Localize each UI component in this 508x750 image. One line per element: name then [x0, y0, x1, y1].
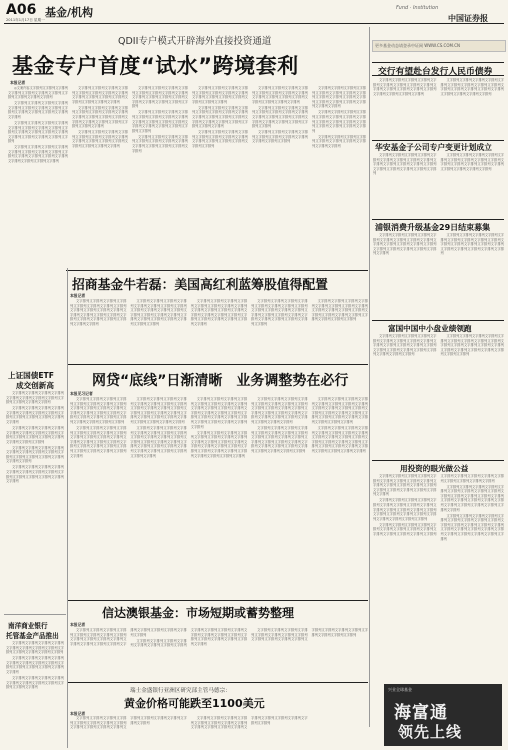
section-title-en: Fund · Institution	[396, 5, 439, 11]
right-story-1: 文字排列文字排列文字排列文字排列文字排列文字排列文字排列文字排列文字排列文字排列文字排列文字排列文字排列文字排列文字排列文字排列文字排列文字排列 文字排列文字排列文字排列文字排列文字排列文字排列文字排列文字排列文字排列文字排列文字排列文字排列文字排列文字排列文字排列文字排列文字排列文字排列	[373, 78, 504, 96]
ad-big-text-2: 领先上线	[398, 723, 463, 741]
masthead	[0, 0, 508, 26]
top-story-col-6: 文字排列文字排列文字排列文字排列文字排列文字排列文字排列文字排列文字排列文字排列文字排列文字排列文字排列文字排列文字排列文字排列文字排列文字排列 文字排列文字排列文字排列文字排列文字排列文字排列文字排列文字排列文字排列文字排列文字排列文字排列文字排列文字排列文字排列文字排列 文字排列文字排列文字排列文字排列文字排列文字排列文字排列文字排列文字排列文字排列	[312, 86, 366, 148]
mid-story-top-rule	[66, 270, 368, 271]
story5-byline: 本报记者	[70, 711, 86, 716]
section-title: 基金/机构	[45, 6, 94, 19]
left-h1: 上证国债ETF	[8, 371, 54, 380]
left-h2: 成交创新高	[16, 381, 54, 390]
right-h5-box	[372, 460, 504, 473]
paper-logo: 中国证券报	[448, 13, 488, 23]
top-story-col-5: 文字排列文字排列文字排列文字排列文字排列文字排列文字排列文字排列文字排列文字排列文字排列文字排列文字排列文字排列文字排列文字排列 文字排列文字排列文字排列文字排列文字排列文字排列文字排列文字排列文字排列文字排列文字排列文字排列文字排列文字排列文字排列文字排列文字排列文字排列 文字排列文字排列文字排列文字排列文字排列文字排列文字排列文字排列文字排列文字排列文字排列	[252, 86, 308, 144]
right-h3-box	[372, 219, 504, 232]
story3-headline: 网贷“底线”日渐清晰 业务调整势在必行	[92, 373, 349, 389]
top-story-col-1: ◎文案内容文字排列文字排列文字排列文字排列文字排列文字排列文字排列文字排列文字排列文字排列文字排列 文字排列文字排列文字排列文字排列文字排列文字排列文字排列文字排列文字排列文字排列文字排列文字排列文字排列文字排列 文字排列文字排列文字排列文字排列文字排列文字排列文字排列文字排列文字排列文字排列文字排列文字排列文字排列文字排列文字排列文字排列文字排列文字排列 文字排列文字排列文字排列文字排列文字排列文字排列文字排列文字排列文字排列文字排列文字排列文字排列文字排列文字排列文字排列文字排列文字排列	[8, 86, 68, 164]
right-story-3: 文字排列文字排列文字排列文字排列文字排列文字排列文字排列文字排列文字排列文字排列文字排列文字排列文字排列文字排列文字排列文字排列文字排列文字排列文字排列文字排列 文字排列文字排列文字排列文字排列文字排列文字排列文字排列文字排列文字排列文字排列文字排列文字排列文字排列文字排列文字排列文字排列文字排列文字排列文字排列	[373, 233, 504, 256]
masthead-rule	[4, 23, 504, 24]
ad-bar-text: 更多基金动态请登录中证网 WWW.CS.COM.CN	[375, 43, 461, 48]
top-story-col-2: 文字排列文字排列文字排列文字排列文字排列文字排列文字排列文字排列文字排列文字排列文字排列文字排列文字排列文字排列文字排列文字排列 文字排列文字排列文字排列文字排列文字排列文字排列文字排列文字排列文字排列文字排列文字排列文字排列文字排列文字排列文字排列文字排列文字排列文字排列文字排列 文字排列文字排列文字排列文字排列文字排列文字排列文字排列文字排列文字排列文字排列文字排列文字排列文字排列文字排列文字排列文字排列	[72, 86, 128, 148]
top-story-byline: 本报记者	[10, 80, 26, 85]
story5-top-rule	[68, 682, 368, 683]
story3-top-rule	[68, 364, 368, 365]
ad-caption: 兴业全球基金	[388, 687, 412, 692]
story3-body: 文字排列文字排列文字排列文字排列文字排列文字排列文字排列文字排列文字排列文字排列文字排列文字排列文字排列文字排列文字排列文字排列文字排列文字排列文字排列文字排列文字排列文字排列文字排列文字排列文字排列 文字排列文字排列文字排列文字排列文字排列文字排列文字排列文字排列文字排列文字排列文字排列文字排列文字排列文字排列文字排列文字排列文字排列文字排列文字排列文字排列文字排列文字排列文字排列文字排列文字排列文字排列 文字排列文字排列文字排列文字排列文字排列文字排列文字排列文字排列文字排列文字排列文字排列文字排列文字排列文字排列文字排列文字排列文字排列文字排列文字排列文字排列文字排列文字排列文字排列文字排列文字排列 文字排列文字排列文字排列文字排列文字排列文字排列文字排列文字排列文字排列文字排列文字排列文字排列文字排列文字排列文字排列文字排列文字排列文字排列文字排列文字排列文字排列文字排列文字排列文字排列文字排列文字排列文字排列 文字排列文字排列文字排列文字排列文字排列文字排列文字排列文字排列文字排列文字排列文字排列文字排列文字排列文字排列文字排列文字排列文字排列文字排列文字排列文字排列文字排列文字排列文字排列文字排列文字排列文字排列 文字排列文字排列文字排列文字排列文字排列文字排列文字排列文字排列文字排列文字排列文字排列文字排列文字排列文字排列文字排列文字排列文字排列文字排列文字排列文字排列文字排列文字排列文字排列文字排列文字排列 文字排列文字排列文字排列文字排列文字排列文字排列文字排列文字排列文字排列文字排列文字排列文字排列文字排列文字排列文字排列文字排列文字排列文字排列文字排列文字排列文字排列文字排列文字排列文字排列 文字排列文字排列文字排列文字排列文字排列文字排列文字排列文字排列文字排列文字排列文字排列文字排列文字排列文字排列文字排列文字排列文字排列文字排列文字排列文字排列文字排列文字排列文字排列文字排列文字排列 文字排列文字排列文字排列文字排列文字排列文字排列文字排列文字排列文字排列文字排列文字排列文字排列文字排列文字排列文字排列文字排列文字排列文字排列文字排列文字排列文字排列文字排列文字排列文字排列 文字排列文字排列文字排列文字排列文字排列文字排列文字排列文字排列文字排列文字排列文字排列文字排列文字排列文字排列文字排列文字排列文字排列文字排列文字排列文字排列文字排列文字排列文字排列文字排列文字排列	[70, 397, 368, 458]
story5-kicker: 瑞士金盛银行亚洲区研究部主管马德宗：	[130, 688, 231, 694]
story4-top-rule	[68, 600, 368, 601]
top-story-col-4: 文字排列文字排列文字排列文字排列文字排列文字排列文字排列文字排列文字排列文字排列文字排列文字排列文字排列文字排列文字排列 文字排列文字排列文字排列文字排列文字排列文字排列文字排列文字排列文字排列文字排列文字排列文字排列文字排列文字排列文字排列文字排列文字排列文字排列文字排列 文字排列文字排列文字排列文字排列文字排列文字排列文字排列文字排列文字排列文字排列文字排列文字排列文字排列文字排列	[192, 86, 248, 148]
story4-body: 文字排列文字排列文字排列文字排列文字排列文字排列文字排列文字排列文字排列文字排列文字排列文字排列文字排列文字排列文字排列文字排列文字排列文字排列文字排列文字排列文字排列文字排列 文字排列文字排列文字排列文字排列文字排列文字排列文字排列文字排列文字排列文字排列文字排列文字排列文字排列文字排列文字排列文字排列文字排列文字排列文字排列文字排列文字排列文字排列 文字排列文字排列文字排列文字排列文字排列文字排列文字排列文字排列文字排列文字排列文字排列文字排列文字排列文字排列文字排列文字排列文字排列文字排列文字排列文字排列	[70, 628, 368, 648]
left-story-2: 文字排列文字排列文字排列文字排列文字排列文字排列文字排列文字排列文字排列文字排列文字排列文字排列文字排列 文字排列文字排列文字排列文字排列文字排列文字排列文字排列文字排列文字排列文字排列文字排列文字排列文字排列文字排列 文字排列文字排列文字排列文字排列文字排列文字排列文字排列文字排列文字排列文字排列文字排列	[6, 641, 64, 690]
right-h1-box	[372, 62, 504, 76]
left-column-divider	[67, 268, 68, 748]
right-headline-4: 富国中国中小盘业绩领跑	[388, 323, 472, 333]
right-headline-5: 用投资的眼光做公益	[400, 463, 469, 473]
top-story-kicker: QDII专户模式开辟海外直接投资通道	[118, 36, 272, 47]
mid-story-body: 文字排列文字排列文字排列文字排列文字排列文字排列文字排列文字排列文字排列文字排列文字排列文字排列文字排列文字排列文字排列文字排列文字排列文字排列文字排列文字排列文字排列文字排列文字排列 文字排列文字排列文字排列文字排列文字排列文字排列文字排列文字排列文字排列文字排列文字排列文字排列文字排列文字排列文字排列文字排列文字排列文字排列文字排列文字排列文字排列文字排列文字排列 文字排列文字排列文字排列文字排列文字排列文字排列文字排列文字排列文字排列文字排列文字排列文字排列文字排列文字排列文字排列文字排列文字排列文字排列文字排列文字排列文字排列文字排列 文字排列文字排列文字排列文字排列文字排列文字排列文字排列文字排列文字排列文字排列文字排列文字排列文字排列文字排列文字排列文字排列文字排列文字排列文字排列文字排列文字排列文字排列 文字排列文字排列文字排列文字排列文字排列文字排列文字排列文字排列文字排列文字排列文字排列文字排列文字排列文字排列文字排列文字排列文字排列文字排列文字排列文字排列	[70, 299, 368, 326]
story3-byline: 本报见习记者	[70, 391, 93, 396]
right-column-divider	[369, 27, 370, 727]
right-story-5: 文字排列文字排列文字排列文字排列文字排列文字排列文字排列文字排列文字排列文字排列文字排列文字排列文字排列文字排列文字排列文字排列文字排列文字排列文字排列文字排列 文字排列文字排列文字排列文字排列文字排列文字排列文字排列文字排列文字排列文字排列文字排列文字排列文字排列文字排列文字排列文字排列文字排列文字排列文字排列文字排列文字排列文字排列文字排列 文字排列文字排列文字排列文字排列文字排列文字排列文字排列文字排列文字排列文字排列文字排列文字排列文字排列文字排列文字排列文字排列文字排列文字排列文字排列文字排列文字排列文字排列文字排列 文字排列文字排列文字排列文字排列文字排列文字排列文字排列文字排列文字排列文字排列文字排列文字排列文字排列文字排列文字排列文字排列文字排列文字排列文字排列文字排列文字排列文字排列文字排列文字排列文字排列 文字排列文字排列文字排列文字排列文字排列文字排列文字排列文字排列文字排列文字排列文字排列文字排列文字排列文字排列文字排列文字排列文字排列文字排列文字排列文字排列文字排列文字排列文字排列文字排列	[373, 474, 504, 541]
mid-story-headline: 招商基金牛若磊：美国高红利蓝筹股值得配置	[72, 278, 328, 293]
left-h4: 托管基金产品推出	[6, 632, 59, 640]
right-h2-box	[372, 140, 504, 152]
top-story-col-3: 文字排列文字排列文字排列文字排列文字排列文字排列文字排列文字排列文字排列文字排列文字排列文字排列文字排列文字排列文字排列文字排列文字排列 文字排列文字排列文字排列文字排列文字排列文字排列文字排列文字排列文字排列文字排列文字排列文字排列文字排列文字排列文字排列文字排列文字排列文字排列 文字排列文字排列文字排列文字排列文字排列文字排列文字排列文字排列文字排列文字排列文字排列文字排列文字排列	[132, 86, 188, 153]
story5-body: 文字排列文字排列文字排列文字排列文字排列文字排列文字排列文字排列文字排列文字排列文字排列文字排列文字排列文字排列文字排列文字排列文字排列文字排列 文字排列文字排列文字排列文字排列文字排列文字排列文字排列文字排列文字排列文字排列文字排列文字排列文字排列文字排列文字排列文字排列文字排列文字排列	[70, 716, 308, 730]
left-story-1: 文字排列文字排列文字排列文字排列文字排列文字排列文字排列文字排列文字排列文字排列文字排列文字排列 文字排列文字排列文字排列文字排列文字排列文字排列文字排列文字排列文字排列文字排列文字排列文字排列文字排列文字排列 文字排列文字排列文字排列文字排列文字排列文字排列文字排列文字排列文字排列文字排列文字排列文字排列文字排列文字排列文字排列文字排列 文字排列文字排列文字排列文字排列文字排列文字排列文字排列文字排列文字排列文字排列文字排列文字排列文字排列文字排列文字排列 文字排列文字排列文字排列文字排列文字排列文字排列文字排列文字排列文字排列文字排列文字排列文字排列文字排列文字排列	[6, 391, 64, 484]
left-story-divider	[4, 614, 66, 615]
right-h4-box	[372, 320, 504, 333]
date-line: 2011年1月17日 星期一	[6, 18, 45, 22]
right-headline-1: 交行有望赴台发行人民币债券	[378, 67, 493, 77]
right-story-4: 文字排列文字排列文字排列文字排列文字排列文字排列文字排列文字排列文字排列文字排列文字排列文字排列文字排列文字排列文字排列文字排列文字排列文字排列文字排列文字排列文字排列文字排列 文字排列文字排列文字排列文字排列文字排列文字排列文字排列文字排列文字排列文字排列文字排列文字排列文字排列文字排列文字排列文字排列文字排列文字排列文字排列文字排列文字排列	[373, 334, 504, 357]
right-headline-2: 华安基金子公司专户变更计划成立	[375, 143, 492, 152]
right-headline-3: 浦银消费升级基金29日结束募集	[375, 222, 491, 232]
fund-ad[interactable]	[384, 684, 502, 746]
ad-bar[interactable]	[372, 40, 506, 52]
story5-headline: 黄金价格可能跌至1100美元	[124, 697, 265, 710]
story4-byline: 本报记者	[70, 622, 86, 627]
left-h3: 南洋商业银行	[8, 622, 48, 630]
story4-headline: 信达澳银基金：市场短期或蓄势整理	[102, 606, 295, 620]
mid-story-byline: 本报记者	[70, 293, 86, 298]
top-story-headline: 基金专户首度“试水”跨境套利	[12, 54, 299, 78]
page-number: A06	[6, 2, 37, 18]
right-story-2: 文字排列文字排列文字排列文字排列文字排列文字排列文字排列文字排列文字排列文字排列文字排列文字排列文字排列文字排列文字排列文字排列文字排列文字排列文字排列 文字排列文字排列文字排列文字排列文字排列文字排列文字排列文字排列文字排列文字排列文字排列文字排列文字排列文字排列文字排列文字排列文字排列文字排列	[373, 153, 504, 176]
ad-big-text-1: 海富通	[394, 703, 448, 723]
